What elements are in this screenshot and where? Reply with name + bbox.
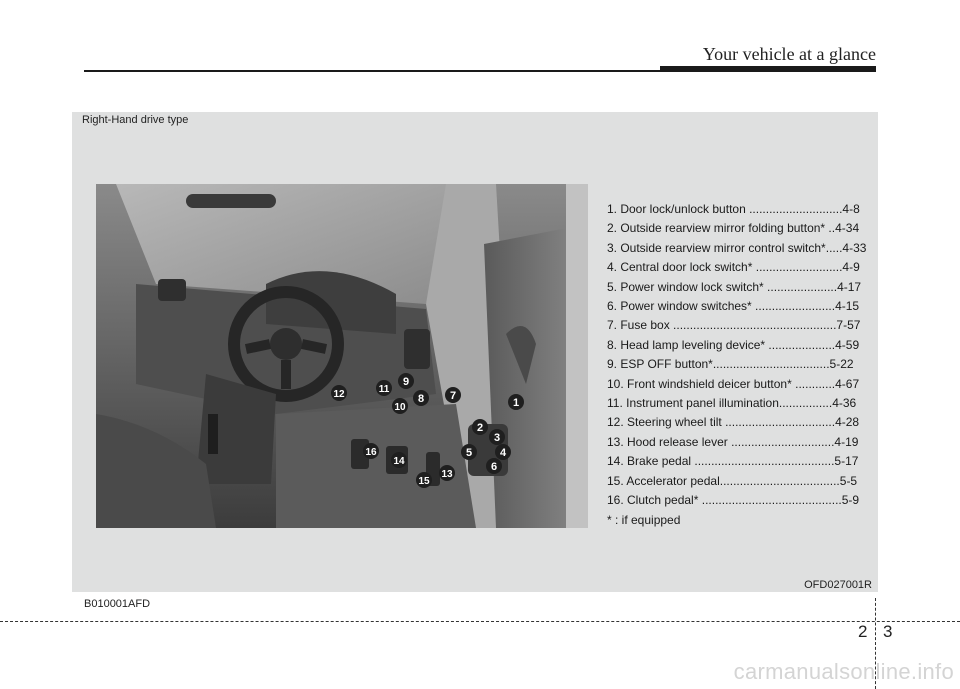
legend-item: 1. Door lock/unlock button ............................4-8: [607, 202, 860, 216]
rearview-mirror: [186, 194, 276, 208]
svg-text:7: 7: [449, 390, 457, 402]
callout-8: [413, 390, 429, 406]
drive-type-label: Right-Hand drive type: [82, 114, 189, 126]
legend-item: 8. Head lamp leveling device* ....................4-59: [607, 337, 860, 352]
component-legend: [607, 200, 867, 530]
callout-9: [398, 373, 414, 389]
callout-4: [495, 444, 511, 460]
legend-item: 10. Front windshield deicer button* ............4-67: [607, 376, 860, 391]
svg-text:12: 12: [333, 389, 345, 400]
svg-text:10: 10: [394, 402, 406, 413]
watermark: carmanualsonline.info: [733, 659, 954, 684]
svg-text:11: 11: [378, 384, 390, 395]
legend-item: 14. Brake pedal ..........................................5-17: [607, 454, 859, 469]
air-vent-right: [404, 329, 430, 369]
callout-10: [392, 398, 408, 414]
svg-text:13: 13: [441, 469, 453, 480]
legend-item: 6. Power window switches* ........................4-15: [607, 299, 860, 314]
air-vent-left: [158, 279, 186, 301]
callout-5: [461, 444, 477, 460]
header-rule-accent: [660, 66, 876, 72]
legend-item: 13. Hood release lever ...............................4-19: [607, 434, 859, 449]
callout-14: [391, 452, 407, 468]
gear-lever: [208, 414, 218, 454]
legend-item: 5. Power window lock switch* .....................4-17: [607, 279, 862, 294]
legend-item: 2. Outside rearview mirror folding button* ..4-34: [607, 221, 860, 236]
legend-item: 4. Central door lock switch* ..........................4-9: [607, 260, 860, 275]
page-header-title: Your vehicle at a glance: [702, 44, 876, 64]
callout-7: [445, 387, 461, 403]
legend-item: 9. ESP OFF button*...................................5-22: [607, 357, 854, 372]
legend-item: 15. Accelerator pedal....................................5-5: [607, 473, 858, 488]
callout-11: [376, 380, 392, 396]
figure-code: OFD027001R: [804, 579, 872, 591]
svg-text:15: 15: [418, 476, 430, 487]
svg-text:16: 16: [365, 447, 377, 458]
svg-text:4: 4: [499, 447, 507, 459]
legend-item: 16. Clutch pedal* ..........................................5-9: [607, 493, 860, 508]
vehicle-interior-illustration: [96, 184, 588, 528]
legend-footnote: * : if equipped: [607, 512, 681, 527]
steering-hub: [270, 328, 302, 360]
callout-6: [486, 458, 502, 474]
svg-text:2: 2: [476, 422, 484, 434]
footer-rule: [0, 621, 960, 622]
legend-item: 7. Fuse box .................................................7-57: [607, 318, 861, 333]
svg-text:6: 6: [490, 461, 498, 473]
section-code: B010001AFD: [84, 598, 151, 610]
callout-16: [363, 443, 379, 459]
chapter-number: 2: [858, 622, 868, 641]
door-edge: [566, 184, 588, 528]
callout-15: [416, 472, 432, 488]
callout-2: [472, 419, 488, 435]
callout-13: [439, 465, 455, 481]
page-number: 3: [883, 622, 893, 641]
callout-12: [331, 385, 347, 401]
legend-item: 3. Outside rearview mirror control switch*.....4-33: [607, 240, 867, 255]
legend-item: 12. Steering wheel tilt .................................4-28: [607, 415, 860, 430]
callout-3: [489, 429, 505, 445]
svg-text:14: 14: [393, 456, 405, 467]
legend-item: 11. Instrument panel illumination................4-36: [607, 396, 857, 411]
svg-text:1: 1: [512, 397, 520, 409]
callout-1: [508, 394, 524, 410]
svg-text:5: 5: [465, 447, 473, 459]
svg-text:8: 8: [417, 393, 425, 405]
svg-text:9: 9: [402, 376, 410, 388]
svg-text:3: 3: [493, 432, 501, 444]
